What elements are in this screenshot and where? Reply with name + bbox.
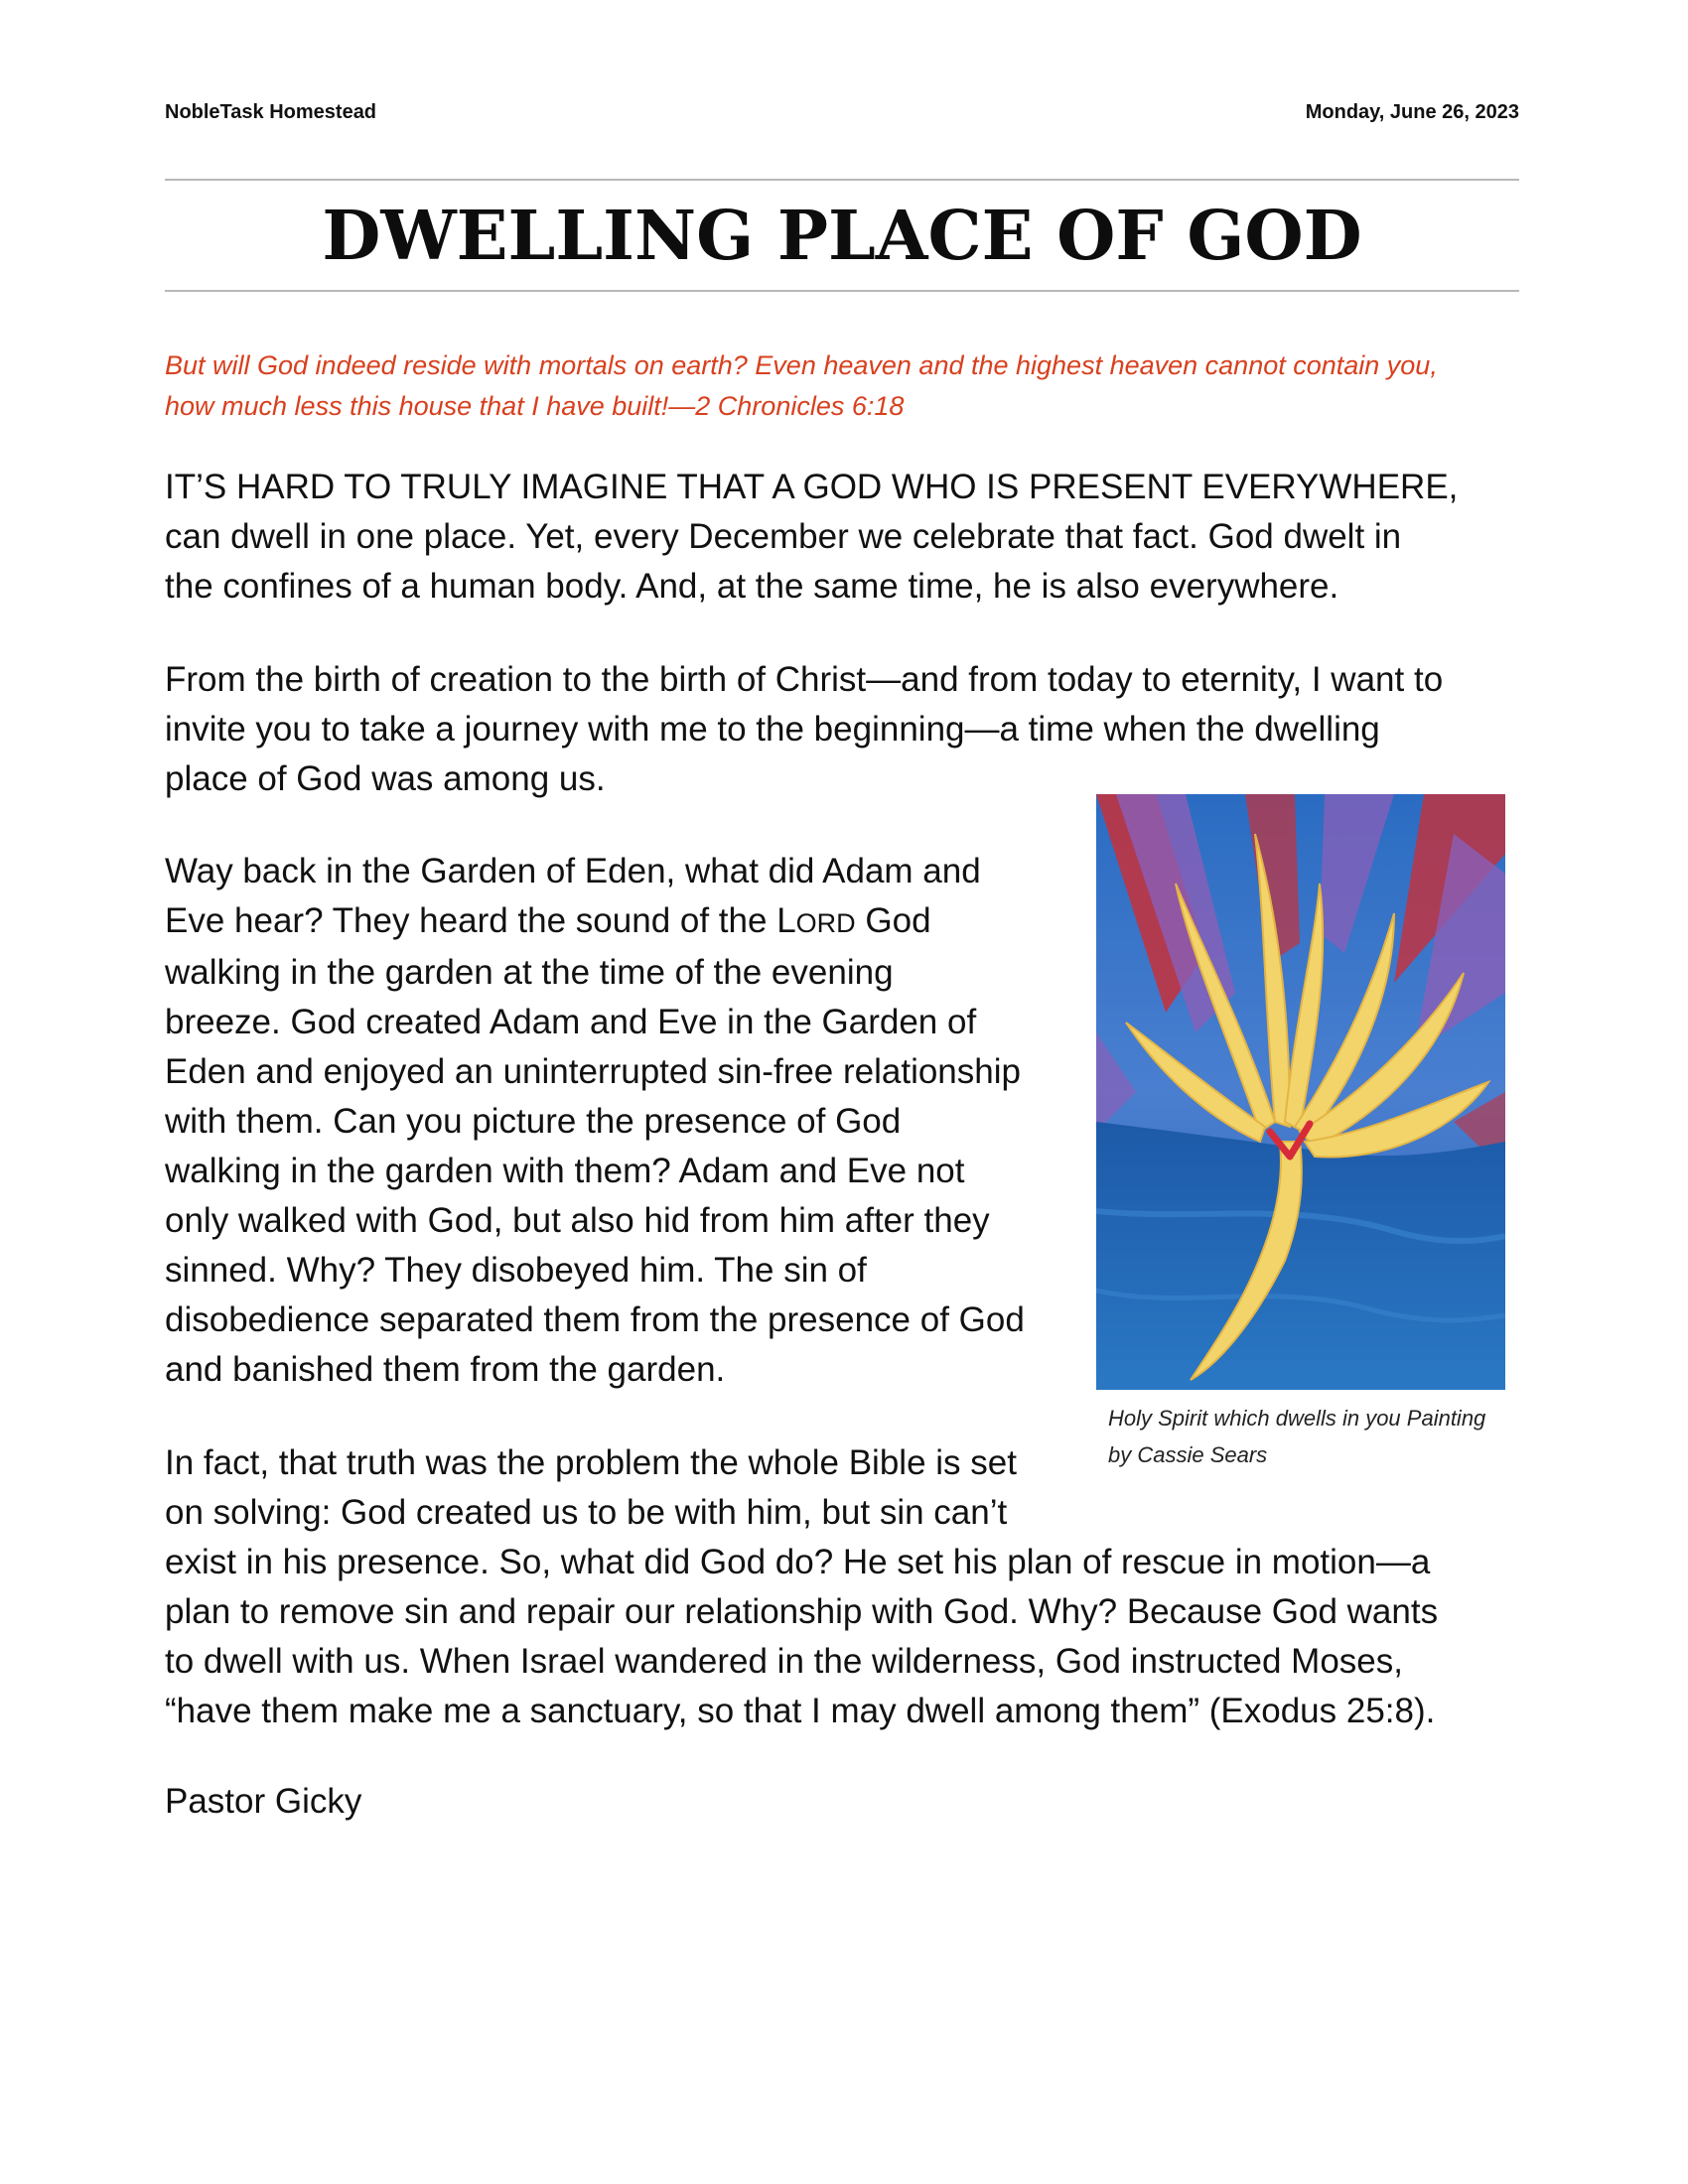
lord-smallcaps: ORD — [795, 908, 856, 938]
title-rule-top — [165, 179, 1519, 181]
signature: Pastor Gicky — [165, 1782, 362, 1821]
verse-line: how much less this house that I have built!—2 Chronicles 6:18 — [165, 391, 905, 421]
scripture-verse — [165, 345, 1519, 427]
text-run: Eve hear? They heard the sound of the — [165, 901, 777, 940]
painting-figure — [1096, 794, 1505, 1390]
paragraph-line: can dwell in one place. Yet, every December we celebrate that fact. God dwelt in — [165, 517, 1402, 556]
text-run: God — [855, 901, 931, 940]
paragraph-line: on solving: God created us to be with him, but sin can’t — [165, 1493, 1008, 1532]
title-rule-bottom — [165, 290, 1519, 292]
paragraph-line: the confines of a human body. And, at the same time, he is also everywhere. — [165, 567, 1339, 606]
paragraph-journey — [165, 655, 1519, 804]
paragraph-line: walking in the garden at the time of the evening — [165, 953, 894, 992]
verse-line: But will God indeed reside with mortals on earth? Even heaven and the highest heaven cannot contain you, — [165, 350, 1438, 380]
document-page — [165, 0, 1519, 2184]
paragraph-line: “have them make me a sanctuary, so that I may dwell among them” (Exodus 25:8). — [165, 1692, 1436, 1730]
paragraph-line: disobedience separated them from the presence of God — [165, 1300, 1025, 1339]
paragraph-intro — [165, 463, 1519, 612]
holy-spirit-painting — [1096, 794, 1505, 1390]
paragraph-line: sinned. Why? They disobeyed him. The sin of — [165, 1251, 867, 1290]
caption-line: Holy Spirit which dwells in you Painting — [1108, 1406, 1486, 1431]
paragraph-line: and banished them from the garden. — [165, 1350, 726, 1389]
paragraph-line: IT’S HARD TO TRULY IMAGINE THAT A GOD WHO IS PRESENT EVERYWHERE, — [165, 468, 1459, 506]
paragraph-line: with them. Can you picture the presence of God — [165, 1102, 902, 1141]
publication-name: NobleTask Homestead — [165, 101, 377, 123]
paragraph-line: In fact, that truth was the problem the whole Bible is set — [165, 1443, 1017, 1482]
paragraph-line: place of God was among us. — [165, 759, 606, 798]
paragraph-line: Way back in the Garden of Eden, what did Adam and — [165, 852, 981, 890]
paragraph-line: Eden and enjoyed an uninterrupted sin-free relationship — [165, 1052, 1021, 1091]
paragraph-line: breeze. God created Adam and Eve in the Garden of — [165, 1003, 977, 1041]
paragraph-line: only walked with God, but also hid from him after they — [165, 1201, 990, 1240]
paragraph-line: invite you to take a journey with me to the beginning—a time when the dwelling — [165, 710, 1380, 749]
paragraph-line: exist in his presence. So, what did God do? He set his plan of rescue in motion—a — [165, 1543, 1431, 1581]
paragraph-line: walking in the garden with them? Adam and Eve not — [165, 1152, 965, 1190]
paragraph-line — [165, 896, 1098, 948]
article-title: DWELLING PLACE OF GOD — [322, 197, 1362, 276]
caption-line: by Cassie Sears — [1108, 1442, 1268, 1467]
paragraph-line: to dwell with us. When Israel wandered in the wilderness, God instructed Moses, — [165, 1642, 1403, 1681]
paragraph-line: plan to remove sin and repair our relationship with God. Why? Because God wants — [165, 1592, 1439, 1631]
publication-date: Monday, June 26, 2023 — [1305, 101, 1519, 123]
paragraph-eden — [165, 847, 1098, 1395]
paragraph-line: From the birth of creation to the birth of Christ—and from today to eternity, I want to — [165, 660, 1444, 699]
paragraph-rescue — [165, 1438, 1519, 1736]
page-header — [165, 101, 1519, 127]
lord-initial: L — [776, 901, 796, 940]
